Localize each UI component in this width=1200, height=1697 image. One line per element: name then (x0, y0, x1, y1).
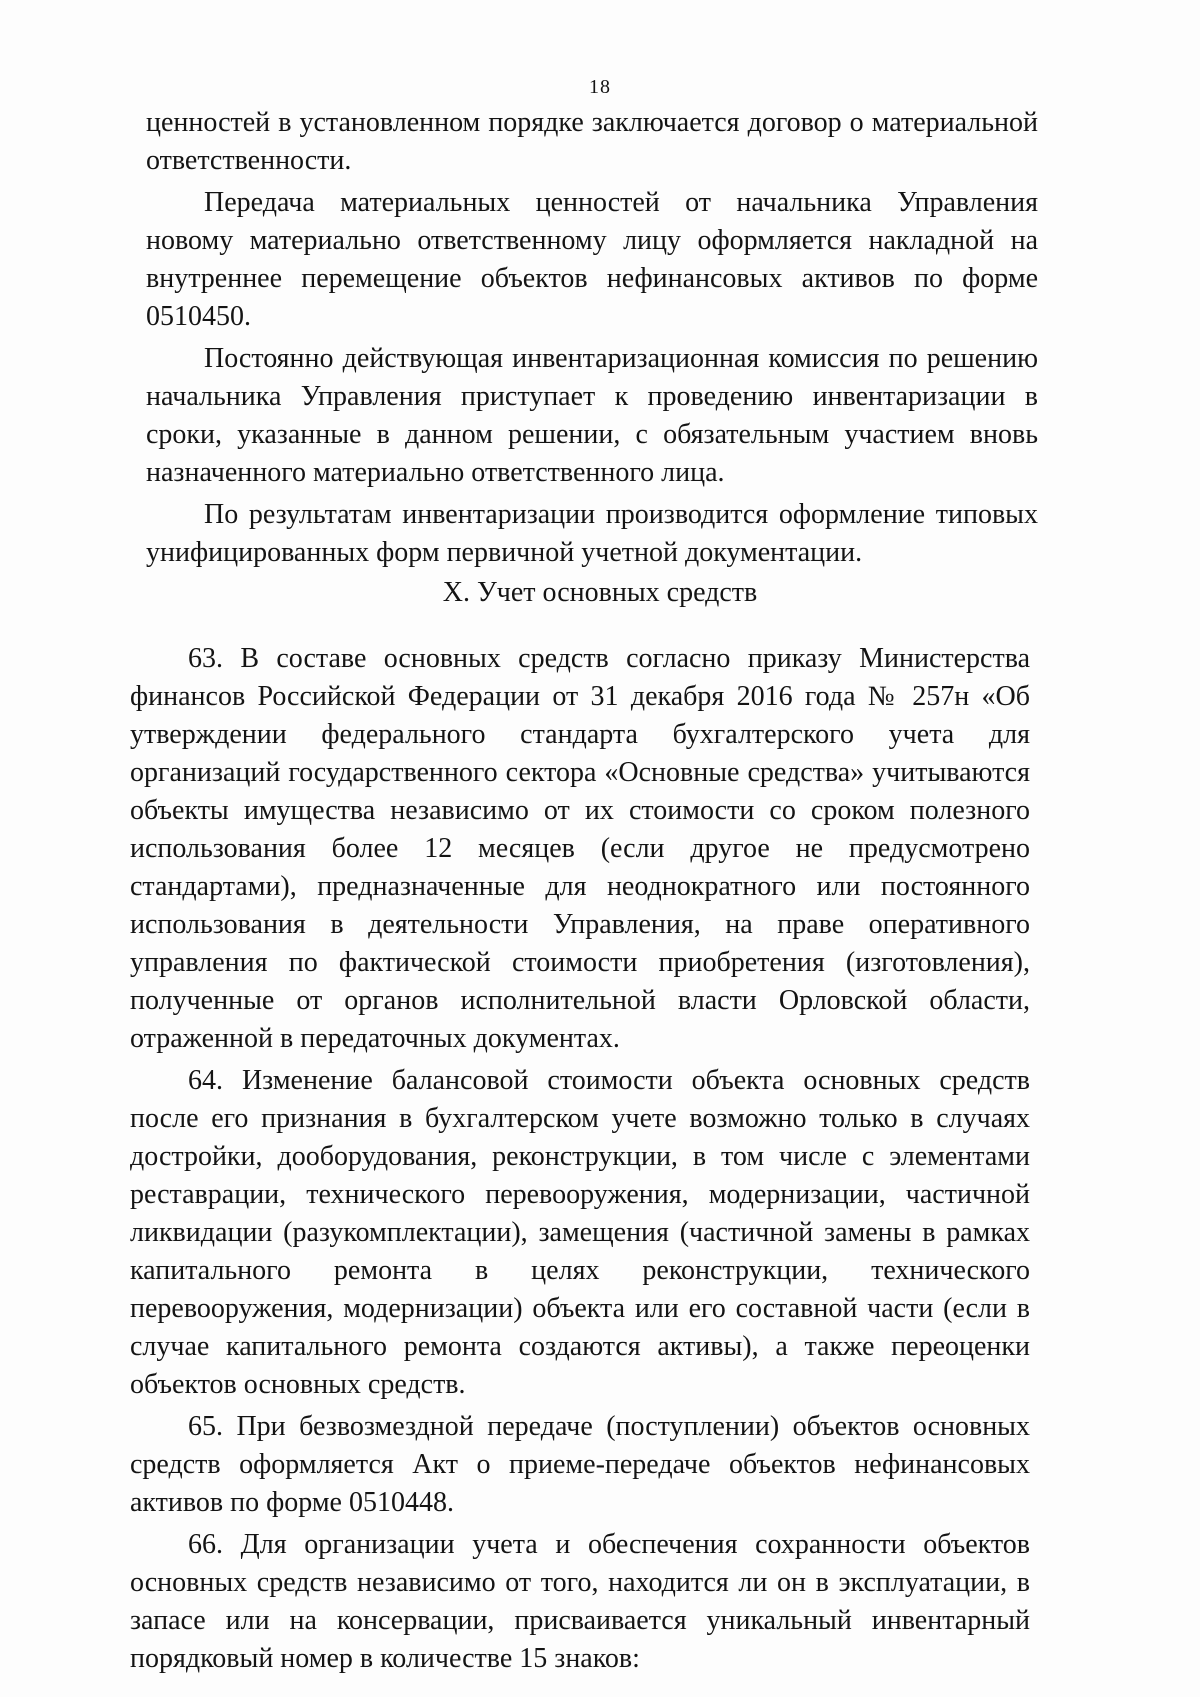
paragraph-commission: Постоянно действующая инвентаризационная комиссия по решению начальника Управления приступает к проведению инвентаризации в сроки, указанные в данном решении, с обязательным участием вновь назначенного материально ответственного лица. (146, 343, 1038, 488)
paragraph-66: 66. Для организации учета и обеспечения сохранности объектов основных средств независимо от того, находится ли он в эксплуатации, в запасе или на консервации, присваивается уникальный инвентарный порядковый номер в количестве 15 знаков: (130, 1529, 1030, 1674)
paragraph-65: 65. При безвозмездной передаче (поступлении) объектов основных средств оформляется Акт о приеме-передаче объектов нефинансовых активов по форме 0510448. (130, 1411, 1030, 1518)
paragraph-results: По результатам инвентаризации производится оформление типовых унифицированных форм первичной учетной документации. (146, 499, 1038, 568)
paragraph-continuation: ценностей в установленном порядке заключается договор о материальной ответственности. (146, 107, 1038, 176)
paragraph-63: 63. В составе основных средств согласно приказу Министерства финансов Российской Федерации от 31 декабря 2016 года № 257н «Об утверждении федерального стандарта бухгалтерского учета для организаций государственного сектора «Основные средства» учитываются объекты имущества независимо от их стоимости со сроком полезного использования более 12 месяцев (если другое не предусмотрено стандартами), предназначенные для неоднократного или постоянного использования в деятельности Управления, на праве оперативного управления по фактической стоимости приобретения (изготовления), полученные от органов исполнительной власти Орловской области, отраженной в передаточных документах. (130, 643, 1030, 1054)
section-text (130, 640, 1030, 1678)
page-number: 18 (589, 76, 611, 98)
section-heading: X. Учет основных средств (442, 577, 758, 608)
paragraph-transfer: Передача материальных ценностей от начальника Управления новому материально ответственному лицу оформляется накладной на внутреннее перемещение объектов нефинансовых активов по форме 0510450. (146, 187, 1038, 332)
paragraph-64: 64. Изменение балансовой стоимости объекта основных средств после его признания в бухгалтерском учете возможно только в случаях достройки, дооборудования, реконструкции, в том числе с элементами реставрации, технического перевооружения, модернизации, частичной ликвидации (разукомплектации), замещения (частичной замены в рамках капитального ремонта в целях реконструкции, технического перевооружения, модернизации) объекта или его составной части (если в случае капитального ремонта создаются активы), а также переоценки объектов основных средств. (130, 1065, 1030, 1400)
intro-text (146, 104, 1038, 572)
